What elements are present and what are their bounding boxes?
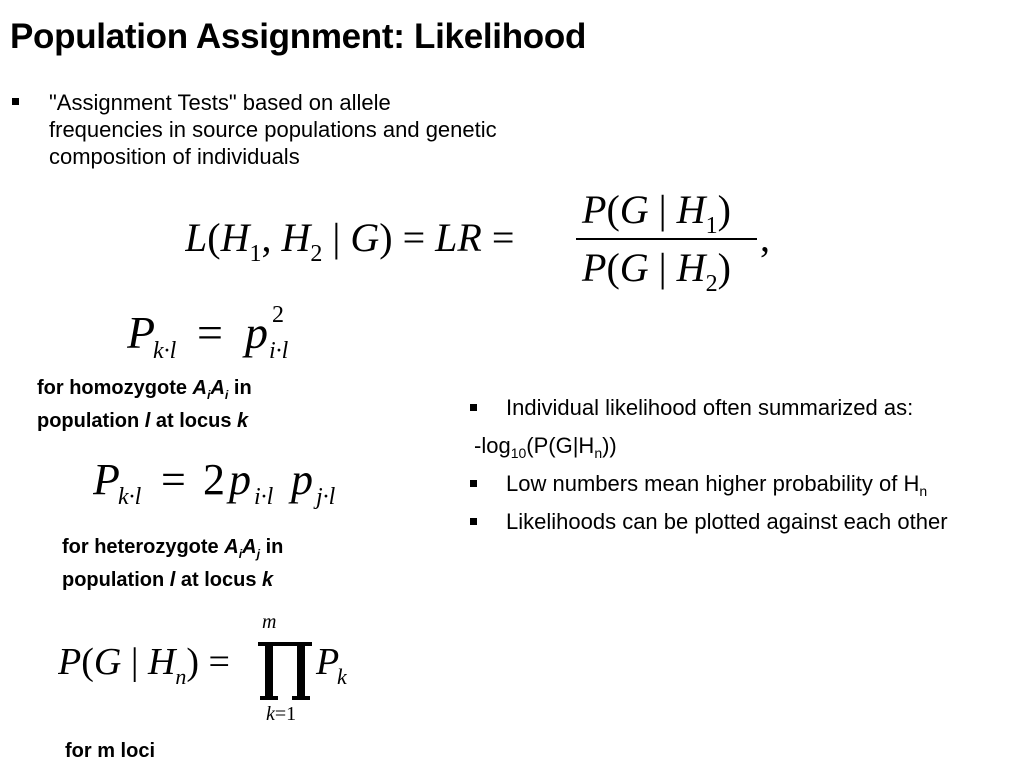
svg-text:k·l: k·l bbox=[118, 484, 142, 510]
product-formula bbox=[58, 608, 378, 728]
svg-text:p: p bbox=[245, 307, 268, 358]
product-formula-svg bbox=[58, 608, 378, 728]
svg-text:k=1: k=1 bbox=[266, 703, 297, 725]
heterozygote-caption-text-c: population bbox=[62, 569, 170, 591]
intro-list bbox=[12, 89, 502, 170]
loci-caption: for m loci bbox=[65, 740, 156, 762]
svg-text:2: 2 bbox=[203, 455, 225, 504]
svg-text:2: 2 bbox=[272, 302, 284, 328]
svg-text:P(G | H2): P(G | $H_2$) bbox=[582, 245, 731, 295]
homozygote-caption-text-b: in bbox=[228, 377, 252, 399]
right-bullet-1-text: Individual likelihood often summarized as: bbox=[506, 395, 914, 420]
log-subscript-n: n bbox=[594, 445, 603, 461]
svg-text:=: = bbox=[197, 307, 223, 358]
heterozygote-caption-text-b: in bbox=[260, 536, 284, 558]
homozygote-caption-text-a: for homozygote bbox=[37, 377, 193, 399]
square-bullet-icon bbox=[470, 480, 477, 487]
heterozygote-formula bbox=[93, 450, 373, 520]
svg-text:j·l: j·l bbox=[316, 484, 336, 510]
homozygote-formula bbox=[127, 300, 327, 370]
right-bullet-1 bbox=[470, 394, 1018, 421]
square-bullet-icon bbox=[470, 404, 477, 411]
log-end: )) bbox=[602, 433, 617, 458]
likelihood-ratio-svg bbox=[185, 183, 785, 295]
svg-text:m: m bbox=[262, 611, 277, 633]
slide-title: Population Assignment: Likelihood bbox=[10, 17, 587, 56]
right-bullet-2-text: Low numbers mean higher probability of H bbox=[506, 471, 920, 496]
svg-text:P: P bbox=[127, 307, 156, 358]
homozygote-formula-svg bbox=[127, 300, 327, 370]
svg-text:P: P bbox=[93, 455, 120, 504]
heterozygote-caption-text-d: at locus bbox=[175, 569, 263, 591]
svg-text:L(H1, H2 | G) = LR =: $L(H_1$, $H_2$ | G) = LR = bbox=[185, 215, 515, 267]
homozygote-caption-text-c: population bbox=[37, 410, 145, 432]
svg-text:p: p bbox=[291, 455, 313, 504]
svg-text:P: P bbox=[316, 641, 340, 683]
svg-text:i·l: i·l bbox=[254, 484, 274, 510]
log-mid: (P(G|H bbox=[526, 433, 595, 458]
svg-text:=: = bbox=[161, 455, 186, 504]
heterozygote-caption: for heterozygote $A_iA_j$ in population l at locus k bbox=[62, 536, 284, 591]
right-bullet-2 bbox=[470, 470, 1018, 497]
square-bullet-icon bbox=[12, 98, 19, 105]
svg-text:k: k bbox=[337, 664, 347, 689]
svg-text:i·l: i·l bbox=[269, 338, 289, 364]
homozygote-caption: for homozygote $A_iA_i$ in population l at locus k bbox=[37, 377, 252, 432]
right-bullet-3 bbox=[470, 508, 1018, 535]
intro-bullet-text: "Assignment Tests" based on allele frequencies in source populations and genetic composition of individuals bbox=[49, 90, 497, 169]
svg-text:p: p bbox=[229, 455, 251, 504]
heterozygote-caption-text-a: for heterozygote bbox=[62, 536, 225, 558]
heterozygote-formula-svg bbox=[93, 450, 373, 520]
intro-bullet-item bbox=[12, 89, 502, 170]
right-bullet-3-text: Likelihoods can be plotted against each other bbox=[506, 509, 948, 534]
svg-text:,: , bbox=[760, 215, 770, 260]
log-prefix: -log bbox=[474, 433, 511, 458]
log-base: 10 bbox=[510, 445, 527, 461]
svg-text:P(G | H1): P(G | $H_1$) bbox=[582, 187, 731, 239]
right-bullet-2-subscript: n bbox=[919, 483, 928, 499]
square-bullet-icon bbox=[470, 518, 477, 525]
likelihood-ratio-formula bbox=[185, 183, 785, 295]
homozygote-caption-text-d: at locus bbox=[150, 410, 238, 432]
svg-text:P(G | Hn) =: P(G | $H_n$) = bbox=[58, 641, 230, 689]
svg-text:k·l: k·l bbox=[153, 338, 177, 364]
log-likelihood-formula bbox=[470, 432, 1018, 459]
right-column bbox=[470, 394, 1018, 546]
